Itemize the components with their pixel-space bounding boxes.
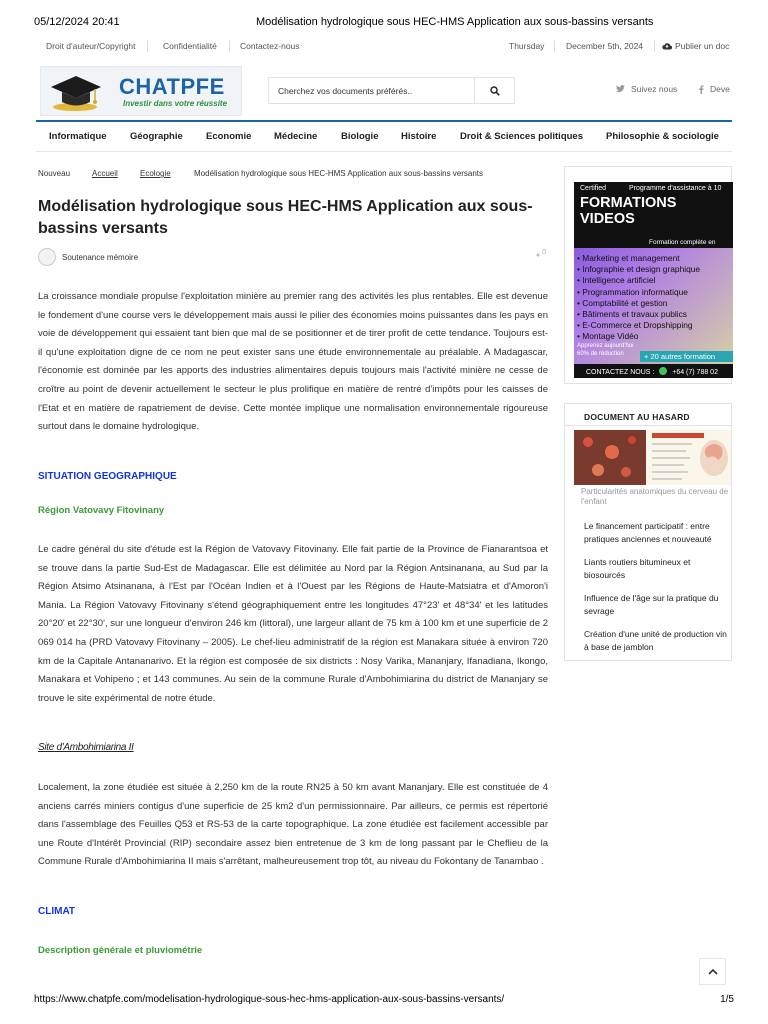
contact-link[interactable]: Contactez-nous — [240, 41, 300, 51]
section-heading-climat: CLIMAT — [38, 906, 76, 917]
print-title: Modélisation hydrologique sous HEC-HMS Application aux sous-bassins versants — [256, 16, 654, 28]
nav-item-economie[interactable]: Economie — [206, 131, 252, 142]
comment-count-value: 0 — [542, 249, 546, 256]
graduation-cap-icon — [49, 71, 103, 113]
twitter-icon — [616, 85, 625, 93]
nav-item-informatique[interactable]: Informatique — [49, 131, 107, 142]
ad-course-item: • Programmation informatique — [577, 286, 688, 297]
ad-phone: +64 (7) 788 02 — [672, 369, 718, 376]
ad-promo — [577, 342, 634, 358]
list-item[interactable]: Le financement participatif : entre pratiques anciennes et nouveauté — [584, 521, 712, 544]
ad-certified: Certified — [580, 185, 607, 192]
subheading-site: Site d'Ambohimiarina II — [38, 742, 134, 753]
ad-contact — [574, 364, 733, 378]
ad-course-item: • Intelligence artificiel — [577, 275, 656, 286]
widget-title: DOCUMENT AU HASARD — [584, 412, 690, 422]
print-header — [34, 16, 734, 30]
nav-item-geographie[interactable]: Géographie — [130, 131, 183, 142]
nav-item-medecine[interactable]: Médecine — [274, 131, 318, 142]
current-date: December 5th, 2024 — [566, 41, 644, 51]
region-paragraph: Le cadre général du site d'étude est la Région de Vatovavy Fitovinany. Elle fait partie de la Province de Fianarantsoa et se trouve dans la partie Sud-Est de Madagascar. Elle est délimitée au Nord par la Région Antsinanana, au Sud par la Région Atsimo Atsinanana, à l'Est par l'Océan Indien et à l'Ouest par les Régions de Haute-Matsiatra et d'Amoron'i Mania. La Région Vatovavy Fitovinany s'étend géographiquement entre les longitudes 47°23' et 48°34' et les latitudes 20°20' et 22°30', sur une longueur d'environ 246 km (littoral), une largeur allant de 75 km à 100 km et une superficie de 2 069 014 ha (PRD Vatovavy Fitovinany – 2005). Le chef-lieu administratif de la région est Manakara située à environ 720 km de la Capitale Antananarivo. Et la région est composée de six districts : Nosy Varika, Mananjary, Ifanadiana, Ikongo, Manakara et Vohipeno ; et 143 communes. Au sein de la commune Rurale d'Ambohimiarina du district de Mananjary se trouve le site expérimental de notre étude. — [38, 544, 548, 704]
avatar[interactable] — [38, 248, 56, 266]
search-box — [268, 77, 515, 104]
print-url: https://www.chatpfe.com/modelisation-hydrologique-sous-hec-hms-application-aux-sous-bassins-versants/ — [34, 994, 505, 1005]
chevron-up-icon — [708, 968, 718, 975]
comment-count[interactable] — [536, 249, 546, 257]
list-item[interactable]: Influence de l'âge sur la pratique du sevrage — [584, 593, 719, 616]
ad-discount-text: 60% de réduction — [577, 351, 624, 357]
ad-course-item: • Infographie et design graphique — [577, 264, 701, 275]
current-day: Thursday — [509, 41, 545, 51]
sidebar-ad[interactable] — [564, 166, 732, 384]
top-bar — [36, 40, 732, 54]
print-datetime: 05/12/2024 20:41 — [34, 16, 120, 28]
section-heading-situation: SITUATION GEOGRAPHIQUE — [38, 471, 177, 482]
breadcrumb-current: Modélisation hydrologique sous HEC-HMS Application aux sous-bassins versants — [194, 169, 484, 178]
follow-link[interactable] — [616, 84, 677, 94]
privacy-link[interactable]: Confidentialité — [163, 41, 217, 51]
facebook-label: Deve — [710, 84, 730, 94]
print-page-number: 1/5 — [720, 994, 734, 1005]
cloud-upload-icon — [662, 42, 672, 50]
main-nav — [36, 120, 732, 152]
facebook-icon — [698, 85, 704, 94]
breadcrumb-home[interactable]: Accueil — [92, 169, 118, 178]
ad-course-item: • Comptabilité et gestion — [577, 297, 668, 308]
divider — [554, 40, 555, 52]
divider — [654, 40, 655, 52]
ad-course-item: • Marketing et management — [577, 253, 680, 263]
page-title: Modélisation hydrologique sous HEC-HMS Application aux sous-bassins versants — [38, 198, 533, 237]
breadcrumb-new: Nouveau — [38, 169, 71, 178]
ad-more-courses: + 20 autres formation — [640, 351, 733, 362]
ad-banner[interactable] — [574, 182, 733, 378]
author-name[interactable]: Soutenance mémoire — [62, 253, 139, 262]
divider — [229, 40, 230, 52]
brand-name: CHATPFE — [119, 74, 225, 99]
random-document-widget — [564, 403, 732, 661]
ad-headline: FORMATIONS VIDEOS — [580, 195, 677, 227]
breadcrumb-category[interactable]: Ecologie — [140, 169, 171, 178]
brand-row — [36, 64, 732, 118]
follow-label: Suivez nous — [631, 84, 678, 94]
document-thumbnail[interactable] — [574, 430, 732, 485]
ad-course-list — [577, 253, 733, 343]
ad-programme: Programme d'assistance à 10 — [629, 185, 722, 192]
search-button[interactable] — [474, 78, 514, 103]
search-icon — [490, 86, 500, 96]
site-logo[interactable] — [40, 66, 242, 116]
search-input[interactable] — [269, 78, 475, 103]
nav-item-philosophie[interactable]: Philosophie & sociologie — [606, 131, 719, 142]
subheading-region: Région Vatovavy Fitovinany — [38, 505, 165, 516]
brain-illustration-icon — [574, 430, 732, 485]
ad-learn-text: Apprenez aujourd'hui — [577, 343, 634, 349]
ad-formation: Formation complète en — [646, 237, 733, 248]
subheading-pluviometrie: Description générale et pluviométrie — [38, 945, 203, 956]
list-item[interactable]: Création d'une unité de production vin à base de jamblon — [584, 629, 727, 652]
nav-item-biologie[interactable]: Biologie — [341, 131, 379, 142]
publish-link[interactable] — [662, 41, 729, 51]
nav-item-histoire[interactable]: Histoire — [401, 131, 437, 142]
comment-icon — [536, 253, 540, 257]
copyright-link[interactable]: Droit d'auteur/Copyright — [46, 41, 136, 51]
scroll-top-button[interactable] — [699, 958, 726, 985]
ad-course-item: • Montage Vidéo — [577, 331, 639, 342]
intro-paragraph: La croissance mondiale propulse l'exploitation minière au premier rang des activités les plus rentables. Elle est devenue le fondement d'une course vers le développement mais aussi le pilier des économies moins puissantes dans les pays en voie de développement qui essaient tant bien que mal de se positionner et de tirer profit de cette tendance. Toujours est-il qu'une exploitation digne de ce nom ne peut exister sans une étude environnementale au préalable. A Madagascar, l'économie est dominée par les apports des industries alimentaires depuis toujours mais l'activité minière ne cesse de croître au point de devenir actuellement le secteur le plus prolifique en matière de rentré d'impôts pour les caisses de l'Etat et en matière de rapatriement de devise. Cette montée implique une normalisation environnementale rigoureuse surtout dans le domaine hydrologique. — [38, 291, 548, 433]
ad-course-item: • Bâtiments et travaux publics — [577, 309, 687, 320]
ad-course-item: • E-Commerce et Dropshipping — [577, 320, 693, 331]
divider — [147, 40, 148, 52]
divider — [565, 425, 732, 426]
site-paragraph: Localement, la zone étudiée est située à 2,250 km de la route RN25 à 50 km avant Mananjary. Elle est constituée de 4 anciens carrés miniers contigus d'une superficie de 25 km2 d'un permissionnaire. Par ailleurs, ce permis est répertorié dans l'assemblage des Feuilles Q53 et RS-53 de la carte topographique. La zone étudiée est facilement accessible par une Route d'Intérêt Provincial (RIP) secondaire assez bien entretenue de 3 km de long passant par le Cheflieu de la Commune Rurale d'Ambohimiarina II mais s'arrêtant, malheureusement trop tôt, au niveau du Fokontany de Tanambao . — [38, 782, 548, 868]
author-row — [38, 248, 548, 268]
whatsapp-icon — [659, 367, 667, 375]
print-footer — [34, 994, 734, 1008]
thumbnail-caption[interactable]: Particularités anatomiques du cerveau de l'enfant — [581, 487, 729, 506]
facebook-link[interactable] — [698, 84, 730, 94]
nav-item-droit[interactable]: Droit & Sciences politiques — [460, 131, 583, 142]
brand-tagline: Investir dans votre réussite — [123, 99, 228, 108]
publish-label: Publier un doc — [675, 41, 730, 51]
ad-contact-label: CONTACTEZ NOUS : — [586, 369, 655, 376]
list-item[interactable]: Liants routiers bitumineux et biosourcés — [584, 557, 691, 580]
